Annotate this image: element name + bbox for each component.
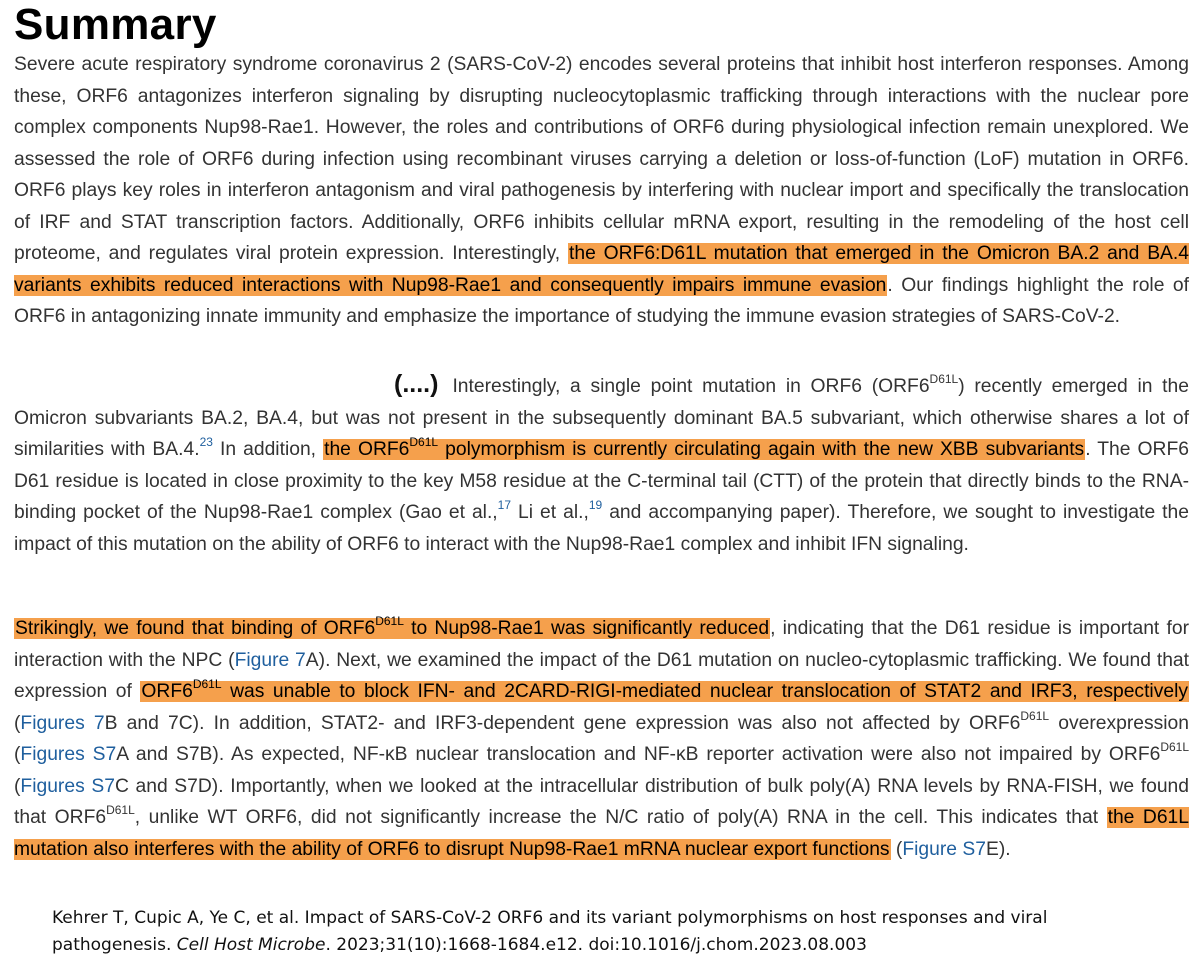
results-text: C and S7D). Importantly, when we looked at the intracellular distribution of bulk poly(A) RNA levels by RNA-FISH, we found that ORF6 [14, 775, 1189, 828]
highlight-text: the ORF6 [324, 439, 410, 460]
figure-s7-link[interactable]: Figure S7 [902, 838, 986, 860]
results-paragraph [14, 613, 1189, 865]
summary-highlight: the ORF6:D61L mutation that emerged in the Omicron BA.2 and BA.4 variants exhibits reduced interactions with Nup98-Rae1 and consequently impairs immune evasion [14, 243, 1189, 296]
summary-text: . Our findings highlight the role of ORF6 in antagonizing innate immunity and emphasize the importance of studying the immune evasion strategies of SARS-CoV-2. [14, 274, 1189, 327]
superscript: D61L [192, 677, 222, 691]
results-text: A). Next, we examined the impact of the D61 mutation on nucleo-cytoplasmic trafficking. We found that expression of [14, 649, 1190, 702]
figure-7-link[interactable]: Figure 7 [234, 649, 306, 671]
results-text: overexpression ( [14, 712, 1190, 765]
reference-link-17[interactable]: 17 [497, 498, 512, 512]
reference-link-19[interactable]: 19 [588, 498, 603, 512]
results-text: ( [14, 712, 21, 734]
summary-paragraph [14, 49, 1189, 333]
excerpt-text: ) recently emerged in the Omicron subvariants BA.2, BA.4, but was not present in the subsequently dominant BA.5 subvariant, which otherwise shares a lot of similarities with BA.4. [14, 376, 1189, 460]
reference-link-23[interactable]: 23 [199, 435, 213, 449]
highlight-text: was unable to block IFN- and 2CARD-RIGI-mediated nuclear translocation of STAT2 and IRF3, respectively [221, 681, 1189, 702]
citation-details: . 2023;31(10):1668-1684.e12. doi:10.1016/j.chom.2023.08.003 [325, 935, 867, 955]
superscript: D61L [409, 435, 439, 449]
superscript: D61L [106, 803, 135, 817]
summary-heading: Summary [14, 0, 217, 49]
superscript: D61L [929, 372, 959, 386]
figures-s7-link[interactable]: Figures S7 [20, 775, 115, 797]
figures-s7-link[interactable]: Figures S7 [20, 744, 117, 765]
citation [52, 905, 1172, 959]
results-highlight-binding [14, 614, 770, 639]
results-highlight-export: the D61L mutation also interferes with the ability of ORF6 to disrupt Nup98-Rae1 mRNA nuclear export functions [14, 807, 1189, 860]
citation-text: Kehrer T, Cupic A, Ye C, et al. Impact of SARS-CoV-2 ORF6 and its variant polymorphisms on host responses and viral pathogenesis. [52, 908, 1048, 955]
superscript: D61L [1020, 708, 1050, 723]
results-text: , unlike WT ORF6, did not significantly increase the N/C ratio of poly(A) RNA in the cell. This indicates that [134, 807, 1107, 828]
superscript: D61L [375, 614, 404, 628]
omission-ellipsis: (....) [394, 370, 439, 398]
figures-7-link[interactable]: Figures 7 [20, 712, 105, 734]
results-text: , indicating that the D61 residue is important for interaction with the NPC ( [14, 618, 1190, 671]
excerpt-highlight [323, 435, 1085, 460]
results-text: B and 7C). In addition, STAT2- and IRF3-dependent gene expression was also not affected by ORF6 [104, 712, 1021, 734]
superscript: D61L [1160, 740, 1190, 754]
highlight-text: ORF6 [141, 681, 193, 702]
results-text: ( [890, 838, 903, 860]
excerpt-text: Interestingly, a single point mutation in ORF6 (ORF6 [452, 376, 930, 397]
results-text: E). [985, 838, 1011, 860]
excerpt-text: Li et al., [511, 502, 589, 523]
highlight-text: polymorphism is currently circulating again with the new XBB subvariants [438, 439, 1085, 460]
excerpt-paragraph [14, 369, 1189, 560]
excerpt-text: . The ORF6 D61 residue is located in close proximity to the key M58 residue at the C-terminal tail (CTT) of the protein that directly binds to the RNA-binding pocket of the Nup98-Rae1 complex (Gao et al., [14, 439, 1189, 523]
results-text: A and S7B). As expected, NF-κB nuclear translocation and NF-κB reporter activation were also not impaired by ORF6 [116, 744, 1161, 765]
excerpt-text: In addition, [212, 439, 324, 460]
summary-text: Severe acute respiratory syndrome coronavirus 2 (SARS-CoV-2) encodes several proteins that inhibit host interferon responses. Among these, ORF6 antagonizes interferon signaling by disrupting nucleocytoplasmic trafficking through interactions with the nuclear pore complex components Nup98-Rae1. However, the roles and contributions of ORF6 during physiological infection remain unexplored. We assessed the role of ORF6 during infection using recombinant viruses carrying a deletion or loss-of-function (LoF) mutation in ORF6. ORF6 plays key roles in interferon antagonism and viral pathogenesis by interfering with nuclear import and specifically the translocation of IRF and STAT transcription factors. Additionally, ORF6 inhibits cellular mRNA export, resulting in the remodeling of the host cell proteome, and regulates viral protein expression. Interestingly, [14, 54, 1189, 264]
excerpt-text: and accompanying paper). Therefore, we sought to investigate the impact of this mutation on the ability of ORF6 to interact with the Nup98-Rae1 complex and inhibit IFN signaling. [14, 502, 1189, 555]
journal-name: Cell Host Microbe [176, 935, 326, 955]
results-highlight-translocation [140, 677, 1189, 702]
results-text: ( [14, 775, 21, 797]
highlight-text: Strikingly, we found that binding of ORF6 [15, 618, 376, 639]
highlight-text: to Nup98-Rae1 was significantly reduced [403, 618, 770, 639]
